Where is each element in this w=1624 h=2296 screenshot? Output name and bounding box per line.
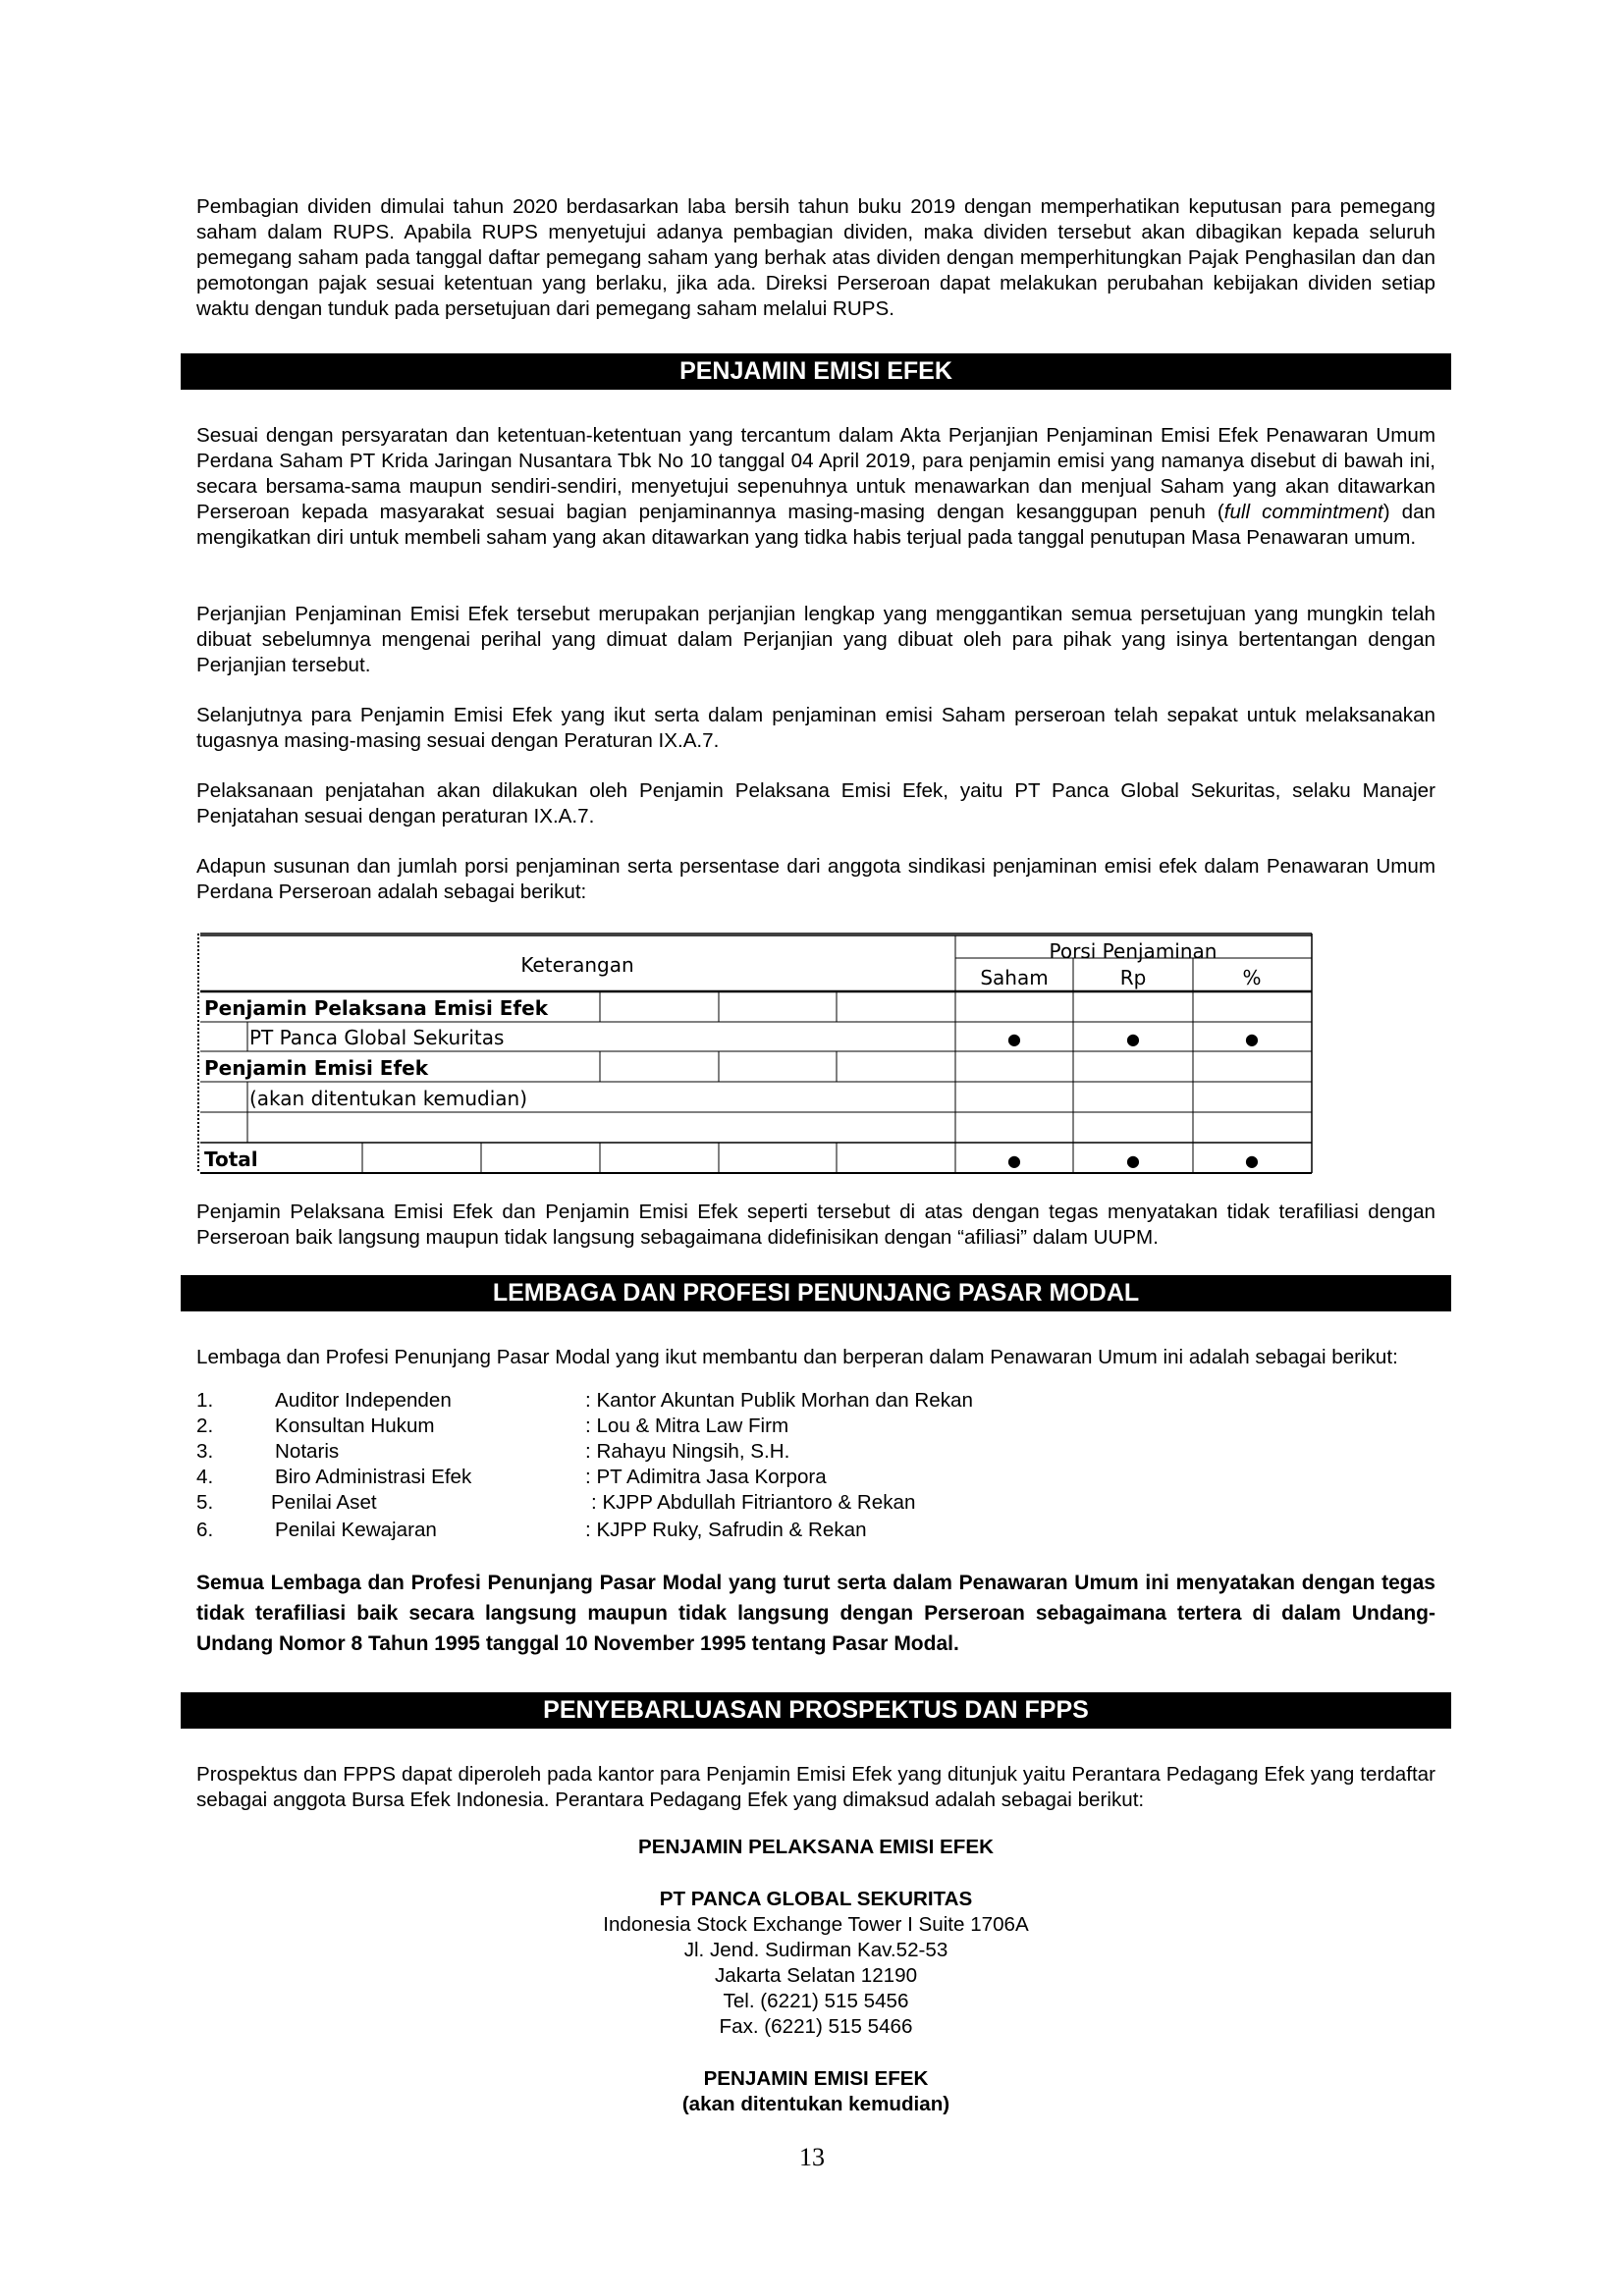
- table-cell-total-saham: ●: [1007, 1151, 1021, 1170]
- list-item-number: 4.: [196, 1466, 214, 1488]
- section-heading-distribution: PENYEBARLUASAN PROSPEKTUS DAN FPPS: [181, 1692, 1451, 1729]
- table-cell-total-pct: ●: [1245, 1151, 1259, 1170]
- list-item-number: 2.: [196, 1415, 214, 1437]
- table-header-saham: Saham: [980, 966, 1049, 989]
- fax-number: Fax. (6221) 515 5466: [719, 2015, 913, 2038]
- table-row-tbd: (akan ditentukan kemudian): [249, 1087, 528, 1110]
- table-header-porsi: Porsi Penjaminan: [1049, 939, 1218, 963]
- address-line-1: Indonesia Stock Exchange Tower I Suite 1706A: [603, 1913, 1029, 1936]
- list-item-label: Penilai Aset: [271, 1491, 377, 1514]
- list-item-label: Penilai Kewajaran: [275, 1519, 437, 1541]
- list-item-value: : Lou & Mitra Law Firm: [585, 1415, 789, 1437]
- list-item-label: Auditor Independen: [275, 1389, 452, 1412]
- underwriter-paragraph-2: Perjanjian Penjaminan Emisi Efek tersebut merupakan perjanjian lengkap yang menggantikan semua persetujuan yang mungkin telah dibuat sebelumnya mengenai perihal yang dimuat dalam Perjanjian yang dibuat oleh para pihak yang isinya bertentangan dengan Perjanjian tersebut.: [196, 603, 1435, 676]
- table-row-panca: PT Panca Global Sekuritas: [249, 1026, 505, 1049]
- list-item-number: 1.: [196, 1389, 214, 1412]
- table-row-underwriter: Penjamin Emisi Efek: [204, 1056, 429, 1080]
- list-item-value: : Rahayu Ningsih, S.H.: [585, 1440, 790, 1463]
- table-header-keterangan: Keterangan: [520, 953, 634, 977]
- section-heading-support: LEMBAGA DAN PROFESI PENUNJANG PASAR MODAL: [181, 1275, 1451, 1311]
- list-item-label: Konsultan Hukum: [275, 1415, 435, 1437]
- list-item-value: : KJPP Abdullah Fitriantoro & Rekan: [591, 1491, 916, 1514]
- underwriter-p1-text-end: ) dan mengikatkan diri untuk membeli saham yang akan ditawarkan yang tidka habis terjual pada tanggal penutupan Masa Penawaran umum.: [196, 501, 1436, 549]
- support-statement: Semua Lembaga dan Profesi Penunjang Pasar Modal yang turut serta dalam Penawaran Umum ini menyatakan dengan tegas tidak terafiliasi baik secara langsung maupun tidak langsung dengan Perseroan sebagaimana tertera di dalam Undang-Undang Nomor 8 Tahun 1995 tanggal 10 November 1995 tentang Pasar Modal.: [196, 1572, 1435, 1655]
- table-cell-total-rp: ●: [1126, 1151, 1140, 1170]
- list-item-number: 5.: [196, 1491, 214, 1514]
- page-number: 13: [799, 2143, 825, 2171]
- table-header-rp: Rp: [1119, 966, 1147, 989]
- underwriter-paragraph-4: Pelaksanaan penjatahan akan dilakukan oleh Penjamin Pelaksana Emisi Efek, yaitu PT Panca Global Sekuritas, selaku Manajer Penjatahan sesuai dengan peraturan IX.A.7.: [196, 779, 1435, 828]
- affiliation-paragraph: Penjamin Pelaksana Emisi Efek dan Penjamin Emisi Efek seperti tersebut di atas dengan tegas menyatakan tidak terafiliasi dengan Perseroan baik langsung maupun tidak langsung sebagaimana didefinisikan dengan “afiliasi” dalam UUPM.: [196, 1201, 1435, 1249]
- table-cell-panca-pct: ●: [1245, 1030, 1259, 1048]
- underwriter-paragraph-5: Adapun susunan dan jumlah porsi penjaminan serta persentase dari anggota sindikasi penjaminan emisi efek dalam Penawaran Umum Perdana Perseroan adalah sebagai berikut:: [196, 855, 1435, 903]
- support-intro: Lembaga dan Profesi Penunjang Pasar Modal yang ikut membantu dan berperan dalam Penawaran Umum ini adalah sebagai berikut:: [196, 1346, 1398, 1368]
- lead-underwriter-heading: PENJAMIN PELAKSANA EMISI EFEK: [638, 1836, 994, 1858]
- list-item-number: 6.: [196, 1519, 214, 1541]
- list-item-value: : PT Adimitra Jasa Korpora: [585, 1466, 827, 1488]
- distribution-intro: Prospektus dan FPPS dapat diperoleh pada kantor para Penjamin Emisi Efek yang ditunjuk yaitu Perantara Pedagang Efek yang terdaftar sebagai anggota Bursa Efek Indonesia. Perantara Pedagang Efek yang dimaksud adalah sebagai berikut:: [196, 1763, 1435, 1811]
- table-header-pct: %: [1242, 966, 1262, 989]
- phone-number: Tel. (6221) 515 5456: [723, 1990, 909, 2012]
- table-row-total: Total: [204, 1148, 258, 1171]
- table-cell-panca-rp: ●: [1126, 1030, 1140, 1048]
- list-item-label: Biro Administrasi Efek: [275, 1466, 472, 1488]
- dividend-paragraph: Pembagian dividen dimulai tahun 2020 berdasarkan laba bersih tahun buku 2019 dengan memperhatikan keputusan para pemegang saham dalam RUPS. Apabila RUPS menyetujui adanya pembagian dividen, maka dividen tersebut akan dibagikan kepada seluruh pemegang saham pada tanggal daftar pemegang saham yang berhak atas dividen dengan memperhitungkan Pajak Penghasilan dan dan pemotongan pajak sesuai ketentuan yang berlaku, jika ada. Direksi Perseroan dapat melakukan perubahan kebijakan dividen setiap waktu dengan tunduk pada persetujuan dari pemegang saham melalui RUPS.: [196, 195, 1435, 320]
- list-item-value: : KJPP Ruky, Safrudin & Rekan: [585, 1519, 867, 1541]
- table-row-lead-underwriter: Penjamin Pelaksana Emisi Efek: [204, 996, 548, 1020]
- underwriter-members-note: (akan ditentukan kemudian): [681, 2093, 950, 2115]
- list-item-number: 3.: [196, 1440, 214, 1463]
- underwriter-members-heading: PENJAMIN EMISI EFEK: [703, 2067, 929, 2090]
- underwriter-p1-italic: full commintment: [1223, 501, 1383, 523]
- table-cell-panca-saham: ●: [1007, 1030, 1021, 1048]
- section-heading-underwriter: PENJAMIN EMISI EFEK: [181, 353, 1451, 390]
- address-line-3: Jakarta Selatan 12190: [714, 1964, 918, 1987]
- underwriter-p1-text: Sesuai dengan persyaratan dan ketentuan-ketentuan yang tercantum dalam Akta Perjanjian Penjaminan Emisi Efek Penawaran Umum Perdana Saham PT Krida Jaringan Nusantara Tbk No 10 tanggal 04 April 2019, para penjamin emisi yang namanya disebut di bawah ini, secara bersama-sama maupun sendiri-sendiri, menyetujui sepenuhnya untuk menawarkan dan menjual Saham yang akan ditawarkan Perseroan kepada masyarakat sesuai bagian penjaminannya masing-masing dengan kesanggupan penuh (: [196, 424, 1435, 523]
- address-line-2: Jl. Jend. Sudirman Kav.52-53: [683, 1939, 948, 1961]
- list-item-label: Notaris: [275, 1440, 340, 1463]
- company-name: PT PANCA GLOBAL SEKURITAS: [659, 1888, 973, 1910]
- list-item-value: : Kantor Akuntan Publik Morhan dan Rekan: [585, 1389, 973, 1412]
- underwriter-paragraph-3: Selanjutnya para Penjamin Emisi Efek yang ikut serta dalam penjaminan emisi Saham perseroan telah sepakat untuk melaksanakan tugasnya masing-masing sesuai dengan Peraturan IX.A.7.: [196, 704, 1435, 752]
